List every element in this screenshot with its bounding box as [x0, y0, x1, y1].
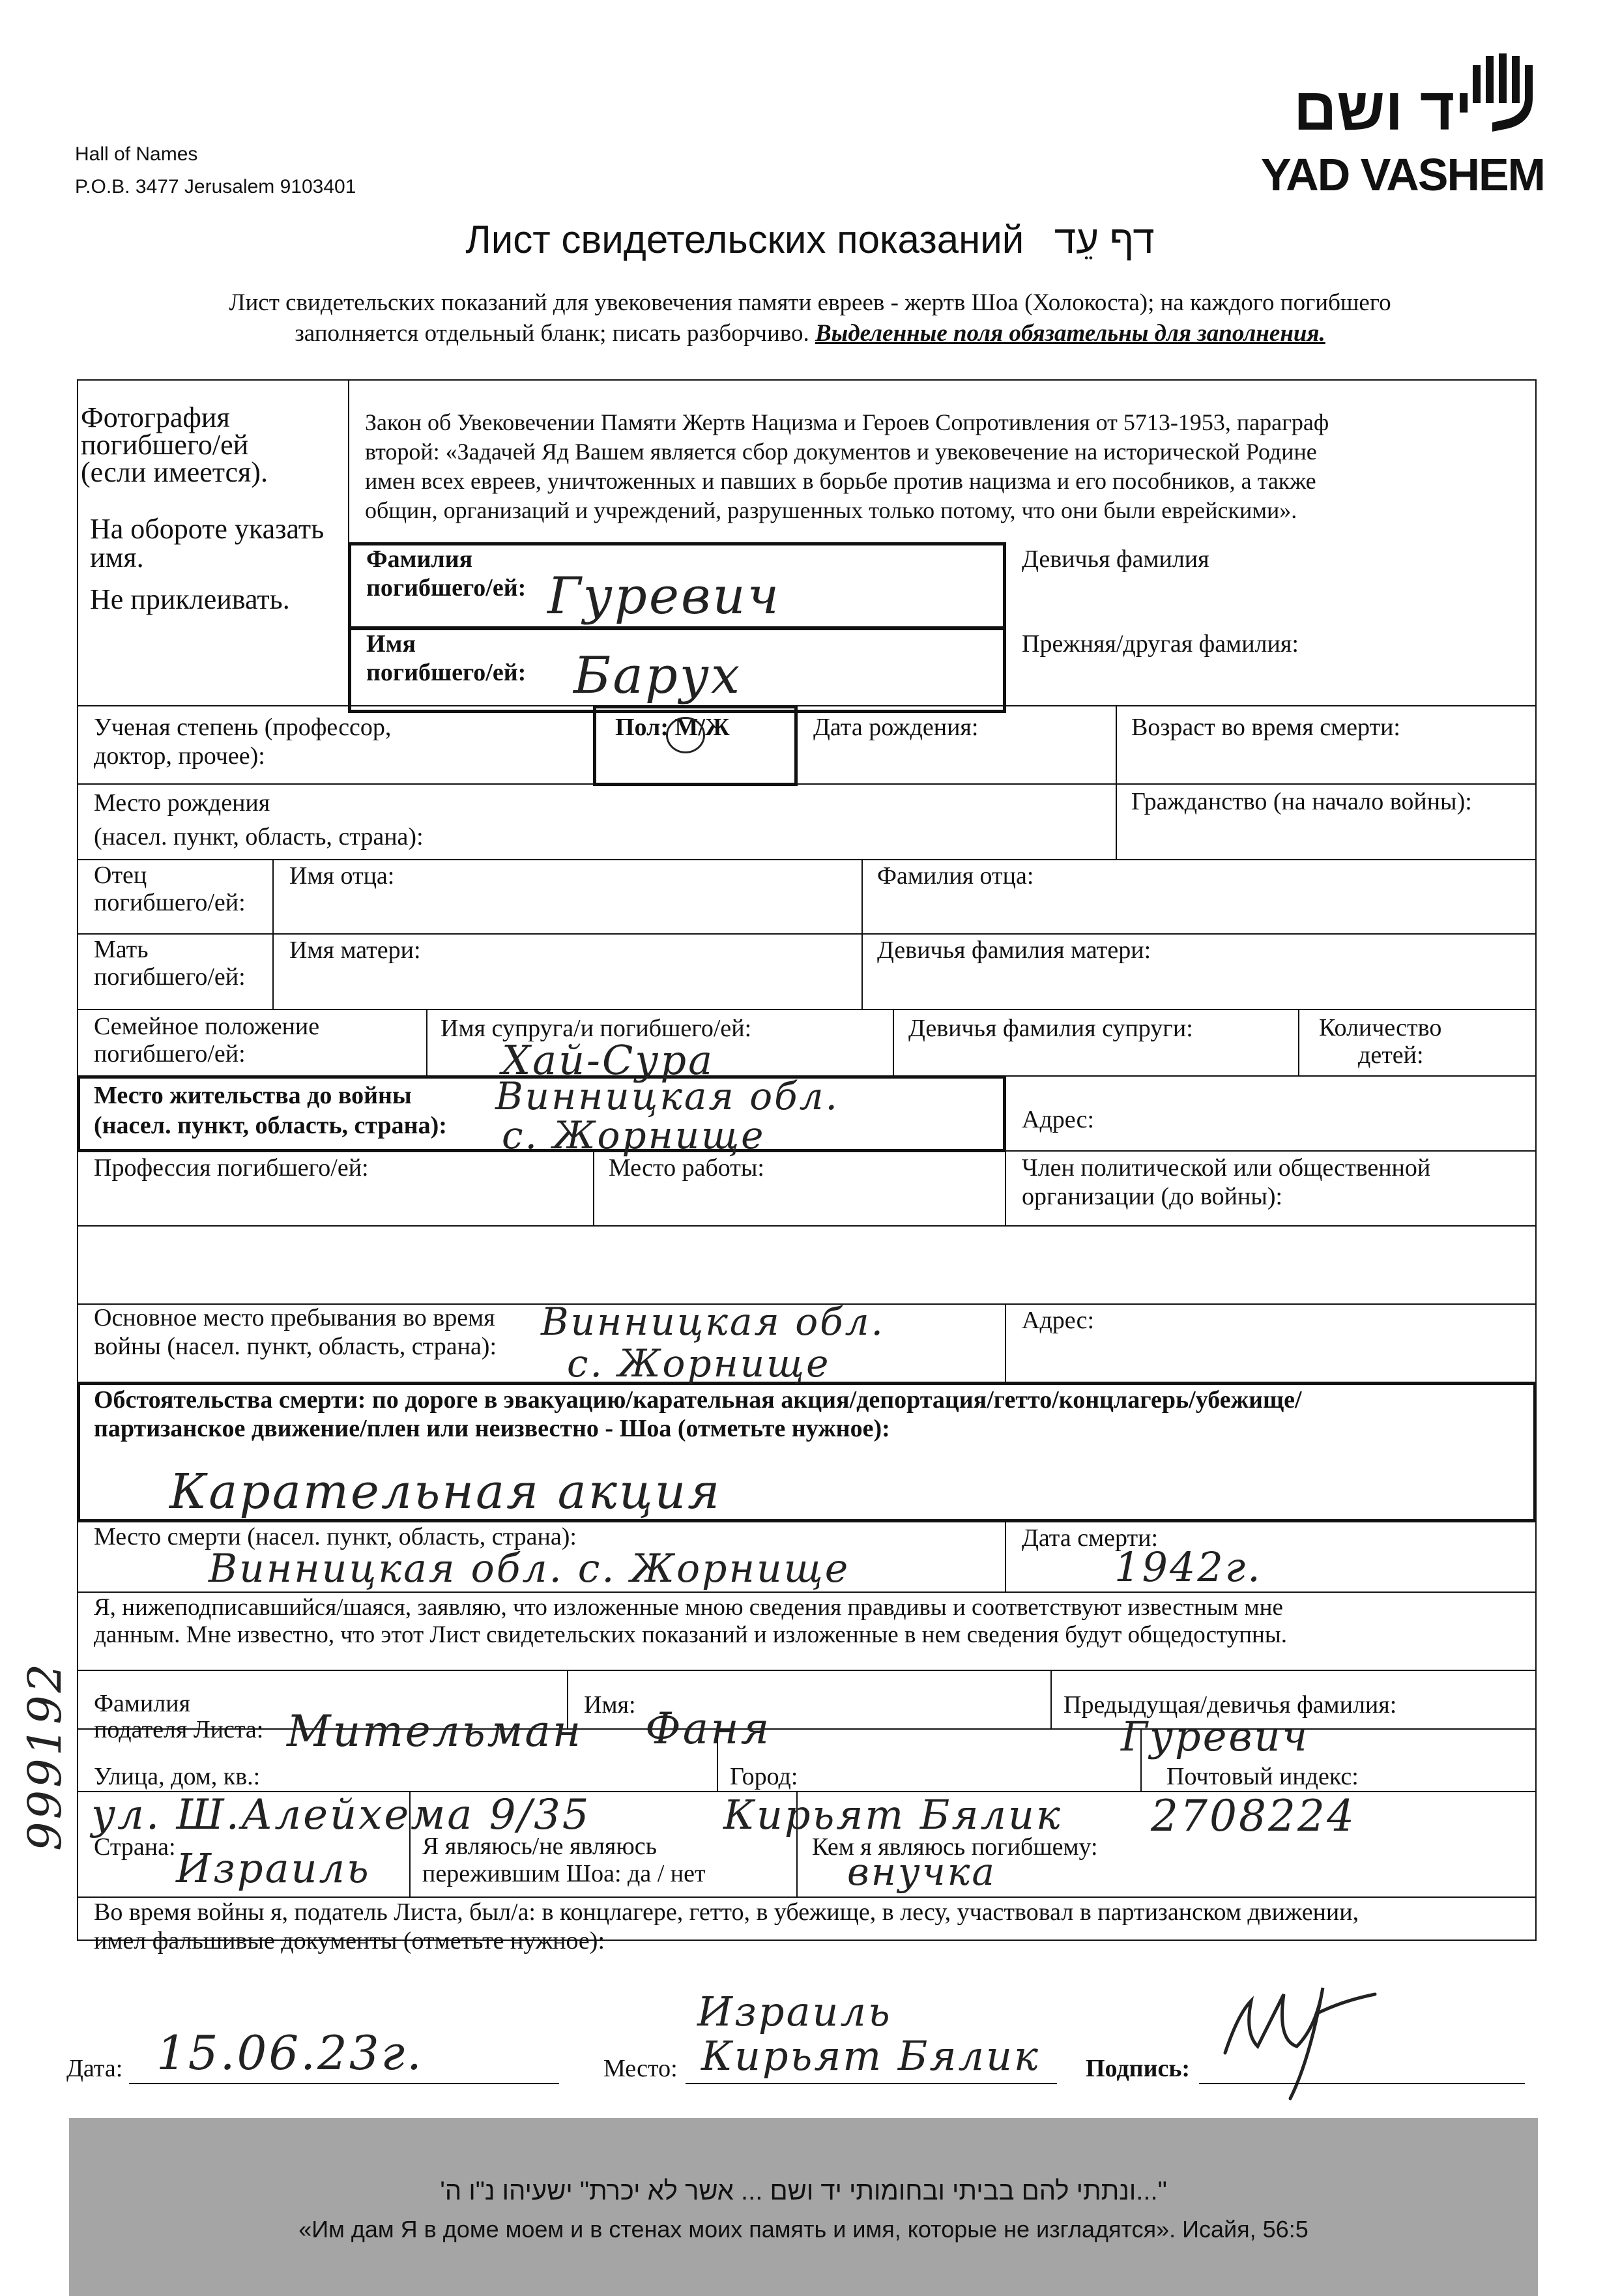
country-value[interactable]: Израиль	[176, 1844, 371, 1892]
father-name-label: Имя отца:	[289, 862, 395, 890]
submitter-name-value[interactable]: Фаня	[645, 1704, 772, 1754]
surname-value[interactable]: Гуревич	[547, 567, 781, 626]
submitter-prev-label: Предыдущая/девичья фамилия:	[1063, 1691, 1397, 1719]
citizenship-label: Гражданство (на начало войны):	[1131, 788, 1472, 815]
circumstances-label: Обстоятельства смерти: по дороге в эвакуацию/карательная акция/депортация/гетто/концлагерь/убежище/ партизанское движение/плен или неизвестно - Шоа (отметьте нужное):	[94, 1386, 1302, 1442]
place-value-2[interactable]: Кирьят Бялик	[701, 2032, 1040, 2080]
organization-label: Член политической или общественной организации (до войны):	[1022, 1154, 1431, 1210]
wartime-place-value-2[interactable]: с. Жорнище	[567, 1341, 831, 1386]
title-russian: Лист свидетельских показаний	[465, 218, 1024, 261]
gender-circle-mark	[666, 717, 705, 753]
submitter-surname-label: Фамилия подателя Листа:	[94, 1690, 264, 1743]
postcode-label: Почтовый индекс:	[1166, 1763, 1359, 1790]
logo-hebrew: יד ושם	[1294, 76, 1473, 143]
birth-date-label: Дата рождения:	[813, 714, 979, 741]
city-value[interactable]: Кирьят Бялик	[723, 1791, 1062, 1838]
russian-quote: «Им дам Я в доме моем и в стенах моих память и имя, которые не изгладятся». Исайя, 56:5	[298, 2216, 1309, 2243]
intro-line-2: заполняется отдельный бланк; писать разборчиво. Выделенные поля обязательны для заполнения.	[295, 320, 1325, 347]
relation-value[interactable]: внучка	[847, 1850, 996, 1894]
previous-name-label: Прежняя/другая фамилия:	[1022, 630, 1299, 658]
degree-label: Ученая степень (профессор, доктор, прочее):	[94, 714, 392, 770]
photo-label: Фотография погибшего/ей (если имеется).	[81, 401, 268, 488]
death-place-value[interactable]: Винницкая обл. с. Жорнище	[209, 1546, 850, 1591]
death-date-value[interactable]: 1942г.	[1114, 1543, 1262, 1591]
submitter-prev-value[interactable]: Гуревич	[1121, 1713, 1309, 1760]
submitter-name-label: Имя:	[584, 1691, 636, 1719]
spouse-name-label: Имя супруга/и погибшего/ей:	[441, 1015, 752, 1042]
yad-vashem-logo	[1258, 52, 1551, 202]
profession-label: Профессия погибшего/ей:	[94, 1154, 369, 1182]
signature-label: Подпись:	[1086, 2055, 1191, 2082]
name-value[interactable]: Барух	[573, 647, 742, 705]
residence-value-2[interactable]: с. Жорнище	[502, 1113, 766, 1157]
submitter-war-label: Во время войны я, податель Листа, был/а: в концлагере, гетто, в убежище, в лесу, участвовал в партизанском движении, имел фальшивые документы (отметьте нужное):	[94, 1898, 1359, 1955]
mother-label: Мать погибшего/ей:	[94, 936, 246, 991]
hebrew-quote: "...ונתתי להם בביתי ובחומותי יד ושם ... אשר לא יכרת" ישעיהו נ"ו ה'	[440, 2177, 1167, 2205]
workplace-label: Место работы:	[609, 1154, 764, 1182]
age-death-label: Возраст во время смерти:	[1131, 714, 1400, 741]
death-date-label: Дата смерти:	[1022, 1524, 1159, 1552]
photo-note: На обороте указать имя. Не приклеивать.	[90, 513, 325, 615]
date-label: Дата:	[66, 2055, 123, 2082]
gender-label: Пол: М/Ж	[615, 714, 730, 741]
place-label: Место:	[603, 2055, 678, 2082]
children-label: Количество детей:	[1319, 1014, 1442, 1069]
father-label: Отец погибшего/ей:	[94, 862, 246, 916]
survivor-label: Я являюсь/не являюсь пережившим Шоа: да / нет	[422, 1833, 706, 1887]
country-label: Страна:	[94, 1833, 176, 1861]
circumstances-value[interactable]: Карательная акция	[169, 1464, 722, 1520]
relation-label: Кем я являюсь погибшему:	[812, 1833, 1098, 1861]
spouse-name-value[interactable]: Хай-Сура	[502, 1036, 715, 1084]
postcode-value[interactable]: 2708224	[1151, 1791, 1356, 1841]
marital-status-label: Семейное положение погибшего/ей:	[94, 1013, 320, 1068]
residence-label: Место жительства до войны (насел. пункт, область, страна):	[94, 1082, 447, 1139]
quote-band	[69, 2118, 1538, 2296]
residence-value-1[interactable]: Винницкая обл.	[495, 1074, 839, 1118]
org-name: Hall of Names	[75, 143, 198, 165]
birth-place-label: Место рождения (насел. пункт, область, страна):	[94, 789, 424, 850]
org-address: P.O.B. 3477 Jerusalem 9103401	[75, 176, 356, 197]
mother-maiden-label: Девичья фамилия матери:	[877, 937, 1151, 964]
menorah-hand-icon	[1466, 52, 1544, 137]
intro-line-1: Лист свидетельских показаний для увековечения памяти евреев - жертв Шоа (Холокоста); на каждого погибшего	[229, 289, 1391, 316]
side-number: 999192	[18, 1661, 72, 1851]
declaration-text: Я, нижеподписавшийся/шаяся, заявляю, что изложенные мною сведения правдивы и соответствуют известным мне данным. Мне известно, что этот Лист свидетельских показаний и изложенные в нем сведения будут общедоступны.	[94, 1594, 1287, 1648]
name-label: Имя погибшего/ей:	[366, 630, 527, 686]
wartime-place-label: Основное место пребывания во время войны (насел. пункт, область, страна):	[94, 1304, 497, 1360]
address-label-2: Адрес:	[1022, 1307, 1095, 1334]
signature-mark[interactable]	[1212, 1975, 1381, 2105]
wartime-place-value-1[interactable]: Винницкая обл.	[541, 1300, 885, 1344]
surname-label: Фамилия погибшего/ей:	[366, 545, 527, 602]
submitter-surname-value[interactable]: Мительман	[287, 1706, 583, 1756]
death-place-label: Место смерти (насел. пункт, область, страна):	[94, 1523, 577, 1550]
address-label-1: Адрес:	[1022, 1106, 1095, 1133]
title-hebrew: דף עֵד	[1054, 218, 1155, 261]
date-value[interactable]: 15.06.23г.	[156, 2026, 424, 2080]
required-note: Выделенные поля обязательны для заполнения.	[815, 320, 1325, 347]
street-label: Улица, дом, кв.:	[94, 1763, 261, 1790]
page-title	[0, 215, 1620, 265]
father-surname-label: Фамилия отца:	[877, 862, 1034, 890]
mother-name-label: Имя матери:	[289, 937, 421, 964]
spouse-maiden-label: Девичья фамилия супруги:	[908, 1015, 1193, 1042]
logo-latin: YAD VASHEM	[1260, 149, 1544, 200]
maiden-name-label: Девичья фамилия	[1022, 545, 1209, 573]
city-label: Город:	[730, 1763, 798, 1790]
street-value[interactable]: ул. Ш.Алейхема 9/35	[91, 1791, 591, 1839]
place-value-1[interactable]: Израиль	[697, 1988, 892, 2035]
law-text: Закон об Увековечении Памяти Жертв Нацизма и Героев Сопротивления от 5713-1953, параграф второй: «Задачей Яд Вашем является сбор документов и увековечение на исторической Родине имен всех евреев, уничтоженных и павших в борьбе против нацизма и его пособников, а также общин, организаций и учреждений, разрушенных только потому, что они были еврейскими».	[365, 409, 1329, 523]
